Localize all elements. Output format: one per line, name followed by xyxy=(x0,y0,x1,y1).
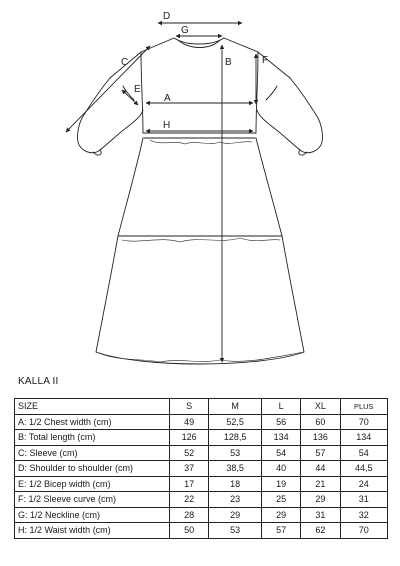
cell-plus: 31 xyxy=(340,492,387,508)
cell-m: 23 xyxy=(209,492,262,508)
measure-label-g: G xyxy=(181,25,189,36)
cell-s: 50 xyxy=(170,523,209,539)
cell-xl: 21 xyxy=(301,476,340,492)
measure-label-b: B xyxy=(225,57,232,68)
cell-s: 37 xyxy=(170,461,209,477)
header-s: S xyxy=(170,399,209,415)
header-xl: XL xyxy=(301,399,340,415)
dress-bodice-outline xyxy=(141,38,258,133)
skirt-upper-tier xyxy=(118,138,282,236)
table-row xyxy=(15,461,388,477)
header-plus: PLUS xyxy=(340,399,387,415)
header-size: SIZE xyxy=(15,399,170,415)
table-row xyxy=(15,476,388,492)
table-row xyxy=(15,492,388,508)
cell-xl: 136 xyxy=(301,430,340,446)
cell-s: 28 xyxy=(170,507,209,523)
cell-s: 49 xyxy=(170,414,209,430)
measure-label-h: H xyxy=(163,120,171,131)
measure-label-d: D xyxy=(163,11,171,22)
right-sleeve-outline xyxy=(257,52,322,153)
cell-m: 52,5 xyxy=(209,414,262,430)
cell-l: 54 xyxy=(261,445,300,461)
cell-s: 52 xyxy=(170,445,209,461)
cell-xl: 44 xyxy=(301,461,340,477)
model-title: KALLA II xyxy=(18,376,59,387)
cell-xl: 60 xyxy=(301,414,340,430)
table-row xyxy=(15,445,388,461)
size-table xyxy=(14,398,388,539)
cell-m: 53 xyxy=(209,523,262,539)
cell-s: 17 xyxy=(170,476,209,492)
row-label: C: Sleeve (cm) xyxy=(15,445,170,461)
table-row xyxy=(15,430,388,446)
cell-m: 128,5 xyxy=(209,430,262,446)
measure-label-f: F xyxy=(262,55,269,66)
cell-m: 18 xyxy=(209,476,262,492)
row-label: E: 1/2 Bicep width (cm) xyxy=(15,476,170,492)
header-m: M xyxy=(209,399,262,415)
row-label: B: Total length (cm) xyxy=(15,430,170,446)
cell-m: 29 xyxy=(209,507,262,523)
table-row xyxy=(15,523,388,539)
row-label: D: Shoulder to shoulder (cm) xyxy=(15,461,170,477)
cell-l: 57 xyxy=(261,523,300,539)
measure-label-c: C xyxy=(121,57,129,68)
left-sleeve-outline xyxy=(78,52,143,153)
cell-plus: 54 xyxy=(340,445,387,461)
cell-plus: 32 xyxy=(340,507,387,523)
cell-s: 22 xyxy=(170,492,209,508)
row-label: H: 1/2 Waist width (cm) xyxy=(15,523,170,539)
table-header-row xyxy=(15,399,388,415)
row-label: A: 1/2 Chest width (cm) xyxy=(15,414,170,430)
cell-l: 29 xyxy=(261,507,300,523)
table-row xyxy=(15,507,388,523)
skirt-lower-tier xyxy=(96,236,304,364)
cell-l: 25 xyxy=(261,492,300,508)
cell-xl: 57 xyxy=(301,445,340,461)
cell-plus: 70 xyxy=(340,523,387,539)
header-l: L xyxy=(261,399,300,415)
row-label: G: 1/2 Neckline (cm) xyxy=(15,507,170,523)
measure-label-a: A xyxy=(164,93,171,104)
cell-xl: 62 xyxy=(301,523,340,539)
cell-m: 53 xyxy=(209,445,262,461)
table-row xyxy=(15,414,388,430)
cell-l: 40 xyxy=(261,461,300,477)
cell-plus: 134 xyxy=(340,430,387,446)
measure-label-e: E xyxy=(134,84,141,95)
row-label: F: 1/2 Sleeve curve (cm) xyxy=(15,492,170,508)
cell-xl: 29 xyxy=(301,492,340,508)
cell-l: 19 xyxy=(261,476,300,492)
cell-l: 56 xyxy=(261,414,300,430)
cell-l: 134 xyxy=(261,430,300,446)
cell-xl: 31 xyxy=(301,507,340,523)
cell-plus: 24 xyxy=(340,476,387,492)
cell-plus: 44,5 xyxy=(340,461,387,477)
cell-s: 126 xyxy=(170,430,209,446)
cell-m: 38,5 xyxy=(209,461,262,477)
cell-plus: 70 xyxy=(340,414,387,430)
